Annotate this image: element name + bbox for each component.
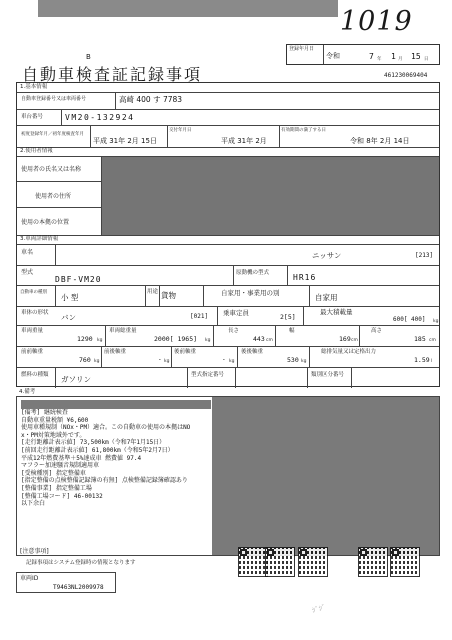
engine-model-value: HR16 bbox=[293, 273, 317, 282]
vehicle-weight-value: 1290 bbox=[77, 335, 93, 343]
remarks-line: 平成12年燃費基準＋5%達成車 燃費値 97.4 bbox=[21, 454, 142, 462]
remarks-line: [備考] 継続検査 bbox=[21, 409, 68, 416]
qr-code-4 bbox=[358, 547, 388, 577]
front-front-axle-value: 760 bbox=[79, 356, 91, 364]
rear-front-axle-unit: kg bbox=[229, 359, 235, 364]
length-value: 443 bbox=[253, 335, 265, 343]
vehicle-id-box bbox=[16, 572, 116, 593]
remarks-redaction bbox=[212, 397, 439, 555]
make-value: ニッサン bbox=[312, 251, 342, 260]
displacement-label: 総排気量又は定格出力 bbox=[321, 349, 377, 355]
type-designation-label: 型式指定番号 bbox=[191, 372, 225, 378]
make-label: 車名 bbox=[21, 249, 34, 256]
base-location-label: 使用の本拠の位置 bbox=[21, 219, 70, 226]
category-number-label: 類別区分番号 bbox=[311, 372, 345, 378]
registration-date-era: 令和 bbox=[326, 52, 340, 60]
registration-date-box bbox=[286, 44, 440, 65]
section-remarks: 4.備考 bbox=[19, 389, 36, 395]
top-redaction-bar bbox=[38, 0, 338, 17]
first-registration-value: 平成 31年 2月 15日 bbox=[93, 137, 157, 145]
remarks-line: 以下余白 bbox=[21, 500, 46, 508]
user-info-redaction bbox=[102, 157, 439, 235]
registration-date-day-unit: 日 bbox=[424, 57, 429, 62]
height-unit: cm bbox=[429, 338, 436, 343]
rear-front-axle-label: 後前軸重 bbox=[174, 349, 197, 355]
gross-weight-unit: kg bbox=[205, 338, 211, 343]
remarks-box bbox=[16, 396, 440, 556]
use-label: 用途 bbox=[147, 289, 159, 295]
gross-weight-value: 2000[ 1965] bbox=[154, 335, 198, 343]
registration-date-label: 登録年月日 bbox=[289, 46, 315, 52]
front-front-axle-unit: kg bbox=[94, 359, 100, 364]
registration-date-year: 7 bbox=[369, 52, 374, 61]
record-table bbox=[16, 82, 440, 387]
qr-code-3 bbox=[298, 547, 328, 577]
notice-title: [注意事項] bbox=[20, 548, 49, 555]
remarks-text bbox=[21, 409, 190, 508]
remarks-line: [整備工場コード] 46-00132 bbox=[21, 492, 103, 500]
front-front-axle-label: 前前軸重 bbox=[21, 349, 44, 355]
width-label: 幅 bbox=[289, 328, 295, 334]
vehicle-weight-label: 車両重量 bbox=[21, 328, 44, 334]
issue-date-value: 平成 31年 2月 bbox=[221, 137, 267, 145]
issue-date-label: 交付年月日 bbox=[169, 128, 192, 133]
rear-rear-axle-label: 後後軸重 bbox=[241, 349, 264, 355]
capacity-label: 乗車定員 bbox=[223, 309, 249, 317]
front-rear-axle-value: - bbox=[158, 356, 162, 363]
length-label: 長さ bbox=[228, 328, 240, 334]
gross-weight-label: 車両総重量 bbox=[109, 328, 137, 334]
engine-model-label: 原動機の型式 bbox=[236, 270, 270, 276]
max-load-label-text: 最大積載量 bbox=[320, 308, 353, 316]
chassis-number-value: VM20-132924 bbox=[65, 113, 135, 122]
form-letter: B bbox=[86, 53, 91, 61]
handwritten-number: 1019 bbox=[340, 6, 413, 37]
registration-date-month: 1 bbox=[391, 52, 396, 61]
section-vehicle-details: 3.車両詳細情報 bbox=[20, 236, 59, 242]
use-value: 貨物 bbox=[161, 291, 176, 300]
body-shape-value: バン bbox=[61, 313, 76, 322]
registration-number-value: 高崎 400 す 7783 bbox=[119, 95, 183, 104]
first-registration-label: 初度登録年月／初年度検査年月 bbox=[21, 132, 84, 137]
remarks-line: [受検種別] 指定整備車 bbox=[21, 469, 86, 477]
rear-rear-axle-unit: kg bbox=[301, 359, 307, 364]
vehicle-weight-unit: kg bbox=[97, 338, 103, 343]
remarks-line: 自動車重量税額 ¥6,600 bbox=[21, 416, 89, 424]
section-basic-info: 1.基本情報 bbox=[20, 84, 48, 90]
model-value: DBF-VM20 bbox=[55, 275, 102, 284]
vehicle-kind-label: 自動車の種別 bbox=[20, 290, 47, 295]
model-label: 型式 bbox=[21, 269, 34, 276]
max-load-unit: kg bbox=[433, 319, 439, 324]
width-value: 169 bbox=[339, 335, 351, 343]
height-value: 185 bbox=[414, 335, 426, 343]
body-shape-label: 車体の形状 bbox=[21, 310, 49, 316]
length-unit: cm bbox=[266, 338, 273, 343]
user-address-label: 使用者の住所 bbox=[35, 193, 72, 200]
vehicle-id-value: T9463NL2009978 bbox=[53, 584, 104, 591]
purpose-value: 自家用 bbox=[315, 293, 338, 302]
qr-code-5 bbox=[390, 547, 420, 577]
vehicle-id-label: 車両ID bbox=[20, 575, 39, 582]
qr-code-2 bbox=[265, 547, 295, 577]
document-number: 461230069404 bbox=[384, 72, 428, 79]
remarks-line: [指定整備の点検整備記録簿の有無] 点検整備記録簿確認あり bbox=[21, 477, 188, 485]
width-unit: cm bbox=[351, 338, 358, 343]
user-name-label: 使用者の氏名又は名称 bbox=[21, 166, 82, 173]
rear-rear-axle-value: 530 bbox=[287, 356, 299, 364]
notice-text: 記録事項はシステム登録時の情報となります bbox=[26, 560, 136, 566]
registration-date-year-unit: 年 bbox=[377, 57, 382, 62]
registration-date-month-unit: 月 bbox=[398, 57, 403, 62]
section-user-info: 2.使用者情報 bbox=[20, 148, 53, 154]
chassis-number-label: 車台番号 bbox=[21, 114, 44, 120]
pen-mark: ｼﾞｼﾞ bbox=[311, 603, 327, 615]
qr-code-1 bbox=[238, 547, 268, 577]
vehicle-kind-value: 小 型 bbox=[61, 293, 79, 302]
registration-date-day: 15 bbox=[411, 52, 421, 61]
remarks-line: x・PM対策地域外です。 bbox=[21, 431, 86, 439]
remarks-line: [走行距離計表示値] 73,500km（令和7年1月15日） bbox=[21, 439, 166, 447]
remarks-line: [前回走行距離計表示値] 61,800km（令和5年2月7日） bbox=[21, 446, 174, 454]
front-rear-axle-label: 前後軸重 bbox=[104, 349, 127, 355]
capacity-value: 2[5] bbox=[280, 313, 296, 321]
displacement-unit: l bbox=[431, 359, 433, 364]
expiry-date-value: 令和 8年 2月 14日 bbox=[350, 137, 410, 145]
displacement-value: 1.59 bbox=[414, 356, 430, 364]
fuel-type-label: 燃料の種類 bbox=[21, 372, 49, 378]
document-title: 自動車検査証記録事項 bbox=[22, 65, 203, 84]
front-rear-axle-unit: kg bbox=[164, 359, 170, 364]
rear-front-axle-value: - bbox=[222, 356, 226, 363]
fuel-type-value: ガソリン bbox=[61, 375, 91, 384]
max-load-value: 600[ 400] bbox=[393, 316, 426, 323]
body-shape-code: [021] bbox=[190, 313, 209, 320]
remarks-line: [整備事業] 指定整備工場 bbox=[21, 484, 92, 492]
purpose-label: 自家用・事業用の別 bbox=[221, 289, 280, 297]
remarks-line: マフラー加速騒音規制適用車 bbox=[21, 462, 100, 470]
remarks-header-redaction bbox=[21, 400, 211, 409]
expiry-date-label: 有効期間の満了する日 bbox=[281, 128, 326, 133]
registration-number-label: 自動車登録番号又は車両番号 bbox=[21, 96, 87, 102]
height-label: 高さ bbox=[371, 328, 383, 334]
remarks-line: 使用車種規制（NOx・PM）適合。この自動車の使用の本拠はNO bbox=[21, 424, 191, 432]
make-code: [213] bbox=[415, 252, 434, 259]
